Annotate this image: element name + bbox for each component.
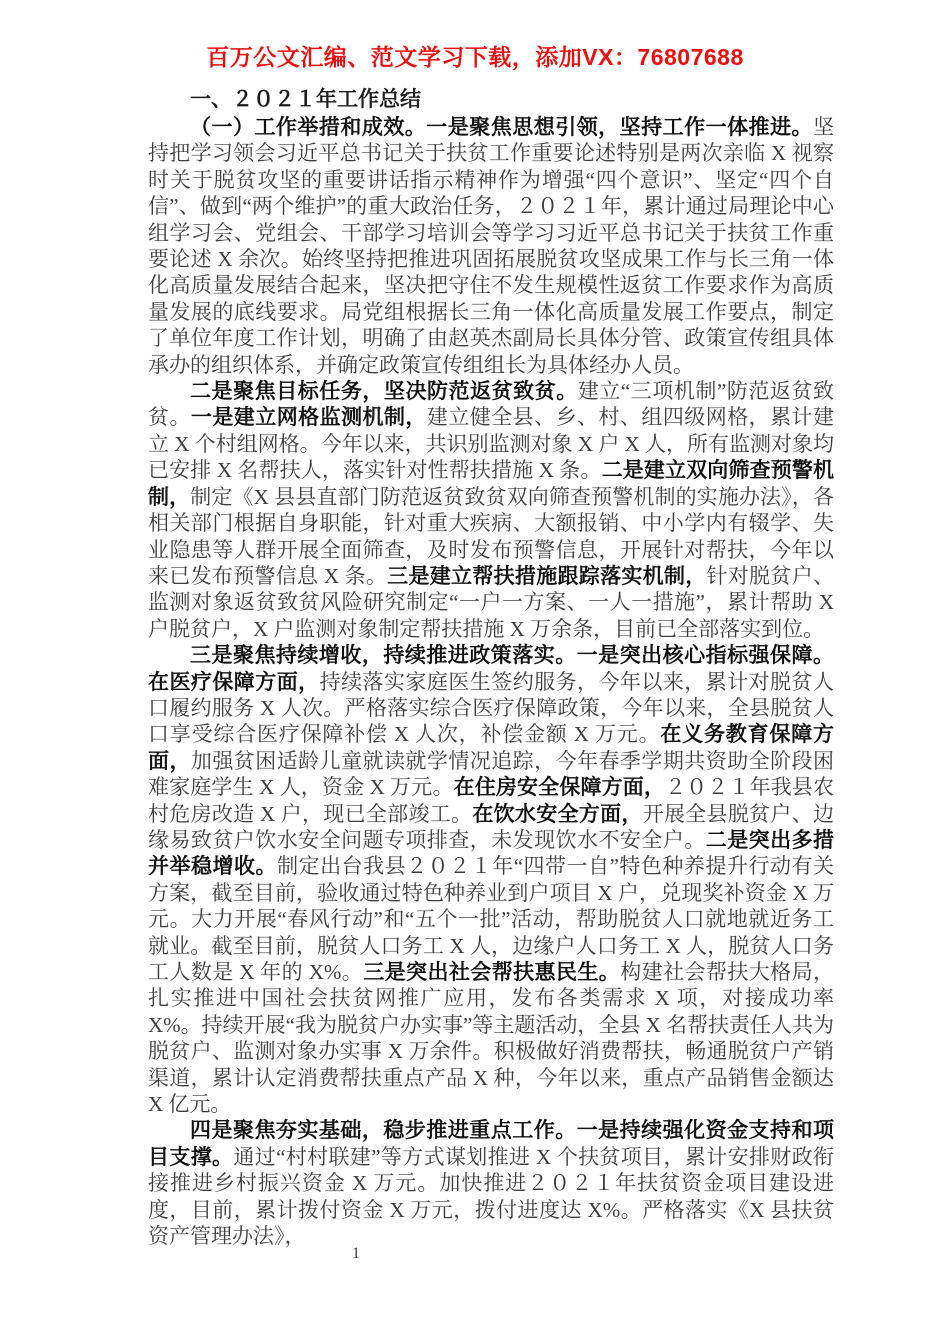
document-body [148, 84, 834, 1249]
red-header-notice: 百万公文汇编、范文学习下载，添加VX：76807688 [206, 44, 744, 70]
bold-text-run: 二是突出多措并举稳增收。 [148, 827, 835, 879]
bold-text-run: 一是建立网格监测机制， [190, 405, 427, 430]
text-run: 通过“村村联建”等方式谋划推进 X 个扶贫项目，累计安排财政衔接推进乡村振兴资金 X 万元。加快推进２０２１年扶贫资金项目建设进度，目前，累计拨付资金 X 万元，拨付进度达 X%。严格落实《X 县扶贫资产管理办法》， [148, 1144, 834, 1249]
bold-text-run: 在义务教育保障方面， [148, 722, 834, 773]
text-run: 建立“三项机制”防范返贫致贫。 [148, 379, 835, 430]
text-run: 加强贫困适龄儿童就读就学情况追踪，今年春季学期共资助全阶段困难家庭学生 X 人，资金 X 万元。 [148, 748, 835, 800]
text-run: 构建社会帮扶大格局，扎实推进中国社会扶贫网推广应用，发布各类需求 X 项，对接成功率 X%。持续开展“我为脱贫户办实事”等主题活动，全县 X 名帮扶责任人共为脱贫户、监测对象办实事 X 万余件。积极做好消费帮扶，畅通脱贫户产销渠道，累计认定消费帮扶重点产品 X 种，今年以来，重点产品销售金额达 X 亿元。 [148, 960, 835, 1117]
text-run: 坚持把学习领会习近平总书记关于扶贫工作重要论述特别是两次亲临 X 视察时关于脱贫攻坚的重要讲话指示精神作为增强“四个意识”、坚定“四个自信”、做到“两个维护”的重大政治任务，２０２１年，累计通过局理论中心组学习会、党组会、干部学习培训会等学习习近平总书记关于扶贫工作重要论述 X 余次。始终坚持把推进巩固拓展脱贫攻坚成果工作与长三角一体化高质量发展结合起来，坚决把守住不发生规模性返贫工作要求作为高质量发展的底线要求。局党组根据长三角一体化高质量发展工作要点，制定了单位年度工作计划，明确了由赵英杰副局长具体分管、政策宣传组具体承办的组织体系，并确定政策宣传组组长为具体经办人员。 [148, 115, 834, 377]
bold-text-run: 三是建立帮扶措施跟踪落实机制， [387, 563, 707, 588]
paragraph [148, 114, 834, 378]
text-run: 建立健全县、乡、村、组四级网格，累计建立 X 个村组网格。今年以来，共识别监测对象 X 户 X 人，所有监测对象均已安排 X 名帮扶人，落实针对性帮扶措施 X 条。 [148, 405, 835, 483]
page-number: 1 [352, 1245, 360, 1262]
text-run: 制定《X 县县直部门防范返贫致贫双向筛查预警机制的实施办法》，各相关部门根据自身职能，针对重大疾病、大额报销、中小学内有辍学、失业隐患等人群开展全面筛查，及时发布预警信息，开展针对帮扶，今年以来已发布预警信息 X 条。 [148, 484, 835, 588]
paragraph [148, 642, 834, 1117]
bold-text-run: 三是突出社会帮扶惠民生。 [363, 960, 621, 984]
bold-text-run: 三是聚焦持续增收，持续推进政策落实。一是突出核心指标强保障。在医疗保障方面， [148, 643, 834, 694]
paragraph [148, 1117, 834, 1249]
text-run: 持续落实家庭医生签约服务，今年以来，累计对脱贫人口履约服务 X 人次。严格落实综合医疗保障政策，今年以来，全县脱贫人口享受综合医疗保障补偿 X 人次，补偿金额 X 万元。 [148, 669, 835, 747]
bold-text-run: （一）工作举措和成效。一是聚焦思想引领，坚持工作一体推进。 [190, 115, 813, 139]
text-run: 针对脱贫户、监测对象返贫致贫风险研究制定“一户一方案、一人一措施”，累计帮助 X 户脱贫户，X 户监测对象制定帮扶措施 X 万余条，目前已全部落实到位。 [148, 563, 835, 641]
bold-text-run: 在饮水安全方面， [472, 801, 643, 826]
bold-text-run: 四是聚焦夯实基础，稳步推进重点工作。一是持续强化资金支持和项目支撑。 [148, 1118, 834, 1169]
text-run: 开展全县脱贫户、边缘易致贫户饮水安全问题专项排查，未发现饮水不安全户。 [148, 801, 835, 852]
text-run: 制定出台我县２０２１年“四带一自”特色种养提升行动有关方案，截至目前，验收通过特色种养业到户项目 X 户，兑现奖补资金 X 万元。大力开展“春风行动”和“五个一批”活动，帮助脱贫人口就地就近务工就业。截至目前，脱贫人口务工 X 人，边缘户人口务工 X 人，脱贫人口务工人数是 X 年的 X%。 [148, 854, 835, 984]
bold-text-run: 二是聚焦目标任务，坚决防范返贫致贫。 [190, 379, 578, 404]
bold-text-run: 二是建立双向筛查预警机制， [148, 458, 834, 509]
paragraphs-container [148, 114, 834, 1249]
text-run: ２０２１年我县农村危房改造 X 户，现已全部竣工。 [148, 775, 835, 826]
bold-text-run: 在住房安全保障方面， [453, 775, 666, 800]
paragraph [148, 378, 834, 642]
section-heading: 一、２０２１年工作总结 [190, 87, 421, 111]
